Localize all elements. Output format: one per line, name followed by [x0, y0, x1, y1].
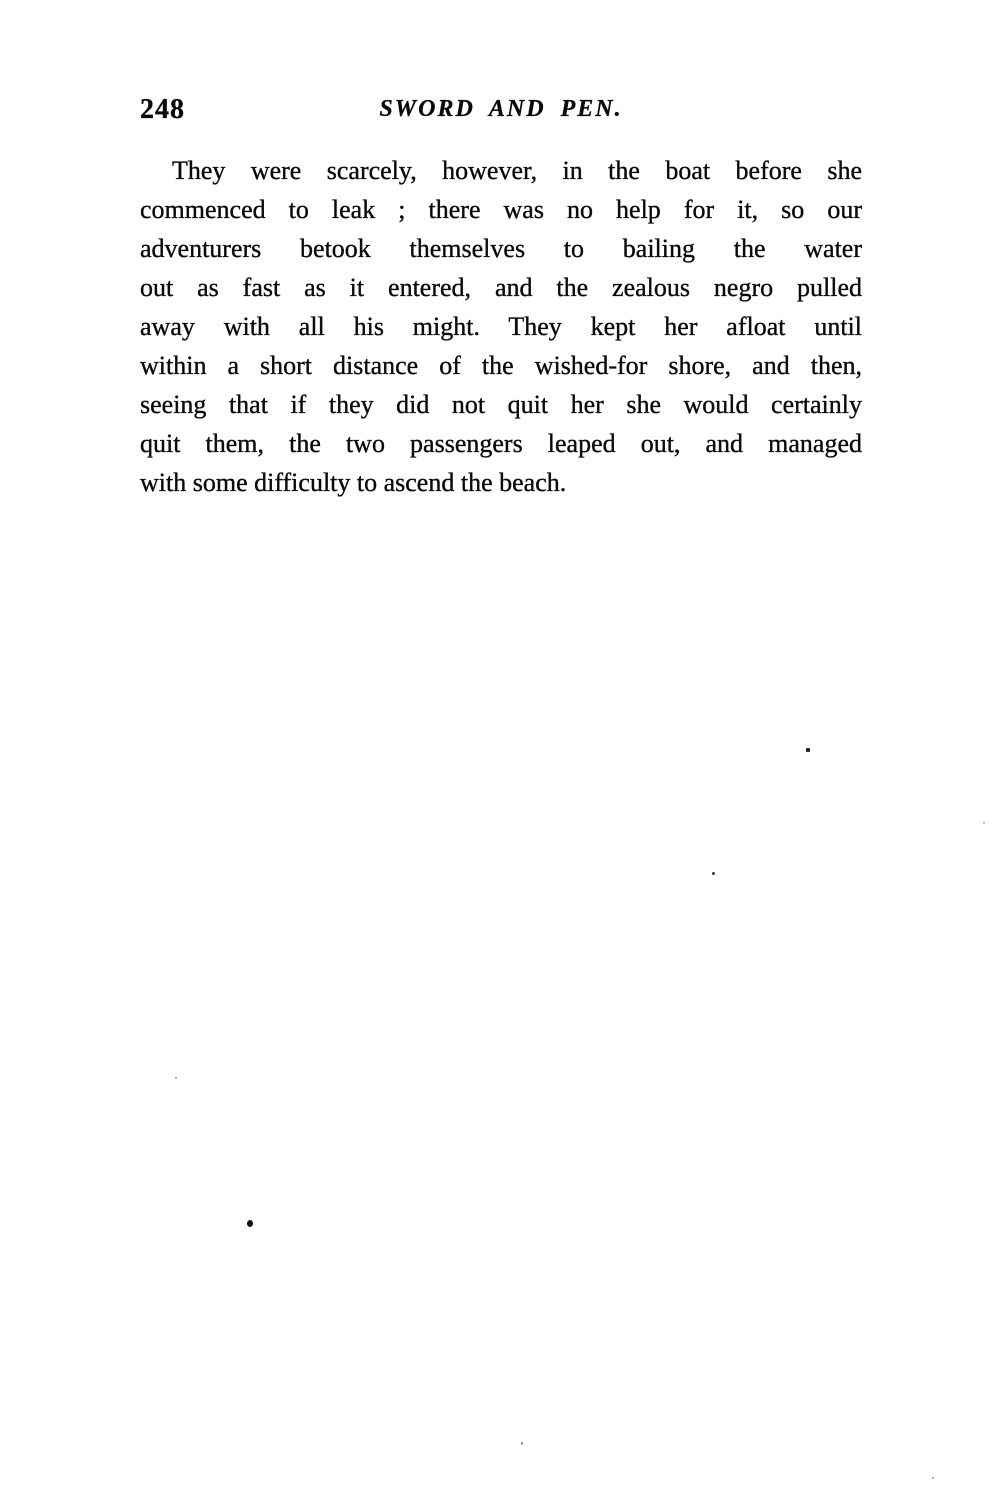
- text-line: within a short distance of the wished-for shore, and then,: [140, 351, 862, 380]
- scan-speck: [983, 822, 985, 824]
- text-line: adventurers betook themselves to bailing the water: [140, 234, 862, 263]
- text-line: with some difficulty to ascend the beach.: [140, 468, 567, 497]
- text-line: out as fast as it entered, and the zealous negro pulled: [140, 273, 862, 302]
- text-line: commenced to leak ; there was no help for it, so our: [140, 195, 862, 224]
- scan-speck: [806, 748, 810, 752]
- scan-speck: [712, 872, 715, 875]
- text-line: quit them, the two passengers leaped out, and managed: [140, 429, 862, 458]
- text-line: away with all his might. They kept her afloat until: [140, 312, 862, 341]
- running-title: SWORD AND PEN.: [379, 96, 623, 122]
- scan-speck: [175, 1077, 177, 1079]
- scan-speck: [247, 1220, 253, 1227]
- text-line: seeing that if they did not quit her she would certainly: [140, 390, 862, 419]
- paragraph: [140, 151, 862, 502]
- page-number: 248: [140, 94, 185, 125]
- scan-speck: [932, 1477, 934, 1479]
- running-header: [140, 94, 862, 130]
- text-line: They were scarcely, however, in the boat before she: [172, 156, 862, 185]
- scan-speck: [521, 1442, 523, 1445]
